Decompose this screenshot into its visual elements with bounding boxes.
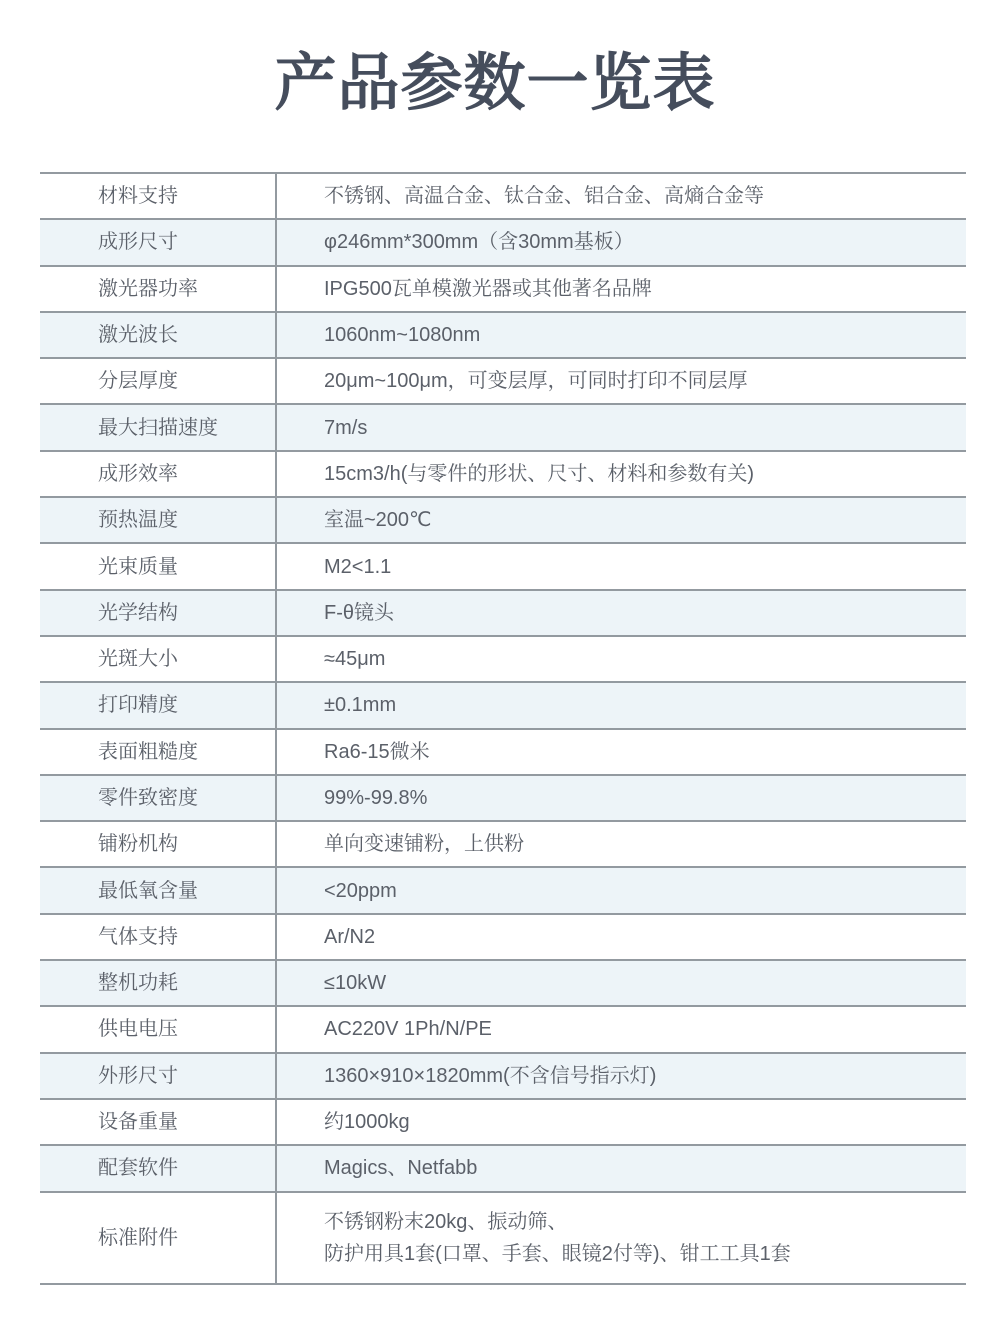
param-value <box>277 776 966 820</box>
param-value <box>277 359 966 403</box>
param-value <box>277 313 966 357</box>
param-value <box>277 452 966 496</box>
param-name: 成形效率 <box>40 452 277 496</box>
param-name: 分层厚度 <box>40 359 277 403</box>
table-row <box>40 683 966 729</box>
param-name: 气体支持 <box>40 915 277 959</box>
page-title: 产品参数一览表 <box>274 49 716 118</box>
param-value <box>277 544 966 588</box>
table-row <box>40 730 966 776</box>
param-value-line: M2<1.1 <box>324 555 392 578</box>
param-name: 外形尺寸 <box>40 1054 277 1098</box>
param-value <box>277 1007 966 1051</box>
table-row <box>40 1100 966 1146</box>
param-name: 成形尺寸 <box>40 220 277 264</box>
param-name: 打印精度 <box>40 683 277 727</box>
param-name: 光束质量 <box>40 544 277 588</box>
param-value-line: ≈45μm <box>324 648 386 671</box>
param-value-line: <20ppm <box>324 879 397 902</box>
param-value-line: IPG500瓦单模激光器或其他著名品牌 <box>324 277 652 300</box>
param-value-line: F-θ镜头 <box>324 601 394 624</box>
param-name: 最大扫描速度 <box>40 405 277 449</box>
param-name: 最低氧含量 <box>40 868 277 912</box>
param-value-line: 99%-99.8% <box>324 787 428 809</box>
param-value <box>277 1193 966 1284</box>
table-row <box>40 174 966 220</box>
param-value <box>277 1100 966 1144</box>
param-value-line: 15cm3/h(与零件的形状、尺寸、材料和参数有关) <box>324 462 755 485</box>
param-name: 整机功耗 <box>40 961 277 1005</box>
table-row <box>40 220 966 266</box>
param-value <box>277 683 966 727</box>
param-value-line: 室温~200℃ <box>324 509 432 532</box>
table-row <box>40 961 966 1007</box>
param-value-line: 防护用具1套(口罩、手套、眼镜2付等)、钳工工具1套 <box>324 1242 791 1265</box>
param-value-line: 约1000kg <box>324 1111 410 1134</box>
table-row <box>40 868 966 914</box>
table-row <box>40 1193 966 1286</box>
table-row <box>40 822 966 868</box>
param-name: 配套软件 <box>40 1146 277 1190</box>
param-value <box>277 915 966 959</box>
param-value <box>277 961 966 1005</box>
param-value <box>277 267 966 311</box>
table-row <box>40 1007 966 1053</box>
param-value <box>277 730 966 774</box>
table-row <box>40 1146 966 1192</box>
param-name: 零件致密度 <box>40 776 277 820</box>
spec-table <box>40 172 966 1285</box>
param-value-line: AC220V 1Ph/N/PE <box>324 1018 492 1041</box>
table-row <box>40 544 966 590</box>
param-value-line: 不锈钢、高温合金、钛合金、铝合金、高熵合金等 <box>324 185 764 208</box>
param-name: 材料支持 <box>40 174 277 218</box>
table-row <box>40 405 966 451</box>
param-name: 设备重量 <box>40 1100 277 1144</box>
table-row <box>40 498 966 544</box>
param-value-line: ≤10kW <box>324 972 387 995</box>
param-name: 光学结构 <box>40 591 277 635</box>
param-value <box>277 174 966 218</box>
param-value <box>277 498 966 542</box>
table-row <box>40 1054 966 1100</box>
param-name: 铺粉机构 <box>40 822 277 866</box>
param-value <box>277 822 966 866</box>
table-row <box>40 776 966 822</box>
param-value <box>277 405 966 449</box>
param-name: 激光器功率 <box>40 267 277 311</box>
param-value <box>277 1146 966 1190</box>
param-value-line: 单向变速铺粉，上供粉 <box>324 833 524 856</box>
param-name: 标准附件 <box>40 1193 277 1284</box>
table-row <box>40 591 966 637</box>
param-value-line: 7m/s <box>324 416 368 439</box>
table-row <box>40 313 966 359</box>
param-value <box>277 1054 966 1098</box>
param-value-line: Ra6-15微米 <box>324 740 430 763</box>
param-name: 光斑大小 <box>40 637 277 681</box>
table-row <box>40 637 966 683</box>
param-value-line: 不锈钢粉末20kg、振动筛、 <box>324 1210 568 1233</box>
param-name: 激光波长 <box>40 313 277 357</box>
table-row <box>40 452 966 498</box>
param-name: 预热温度 <box>40 498 277 542</box>
param-value-line: 1060nm~1080nm <box>324 324 481 347</box>
param-value <box>277 868 966 912</box>
table-row <box>40 267 966 313</box>
param-value-line: Ar/N2 <box>324 925 376 948</box>
param-value <box>277 220 966 264</box>
table-row <box>40 915 966 961</box>
param-value-line: Magics、Netfabb <box>324 1157 478 1180</box>
param-value <box>277 637 966 681</box>
param-value-line: ±0.1mm <box>324 694 397 717</box>
param-value <box>277 591 966 635</box>
param-value-line: 1360×910×1820mm(不含信号指示灯) <box>324 1064 657 1087</box>
param-name: 表面粗糙度 <box>40 730 277 774</box>
param-value-line: φ246mm*300mm（含30mm基板） <box>324 231 634 254</box>
table-row <box>40 359 966 405</box>
param-value-line: 20μm~100μm，可变层厚，可同时打印不同层厚 <box>324 370 748 393</box>
param-name: 供电电压 <box>40 1007 277 1051</box>
